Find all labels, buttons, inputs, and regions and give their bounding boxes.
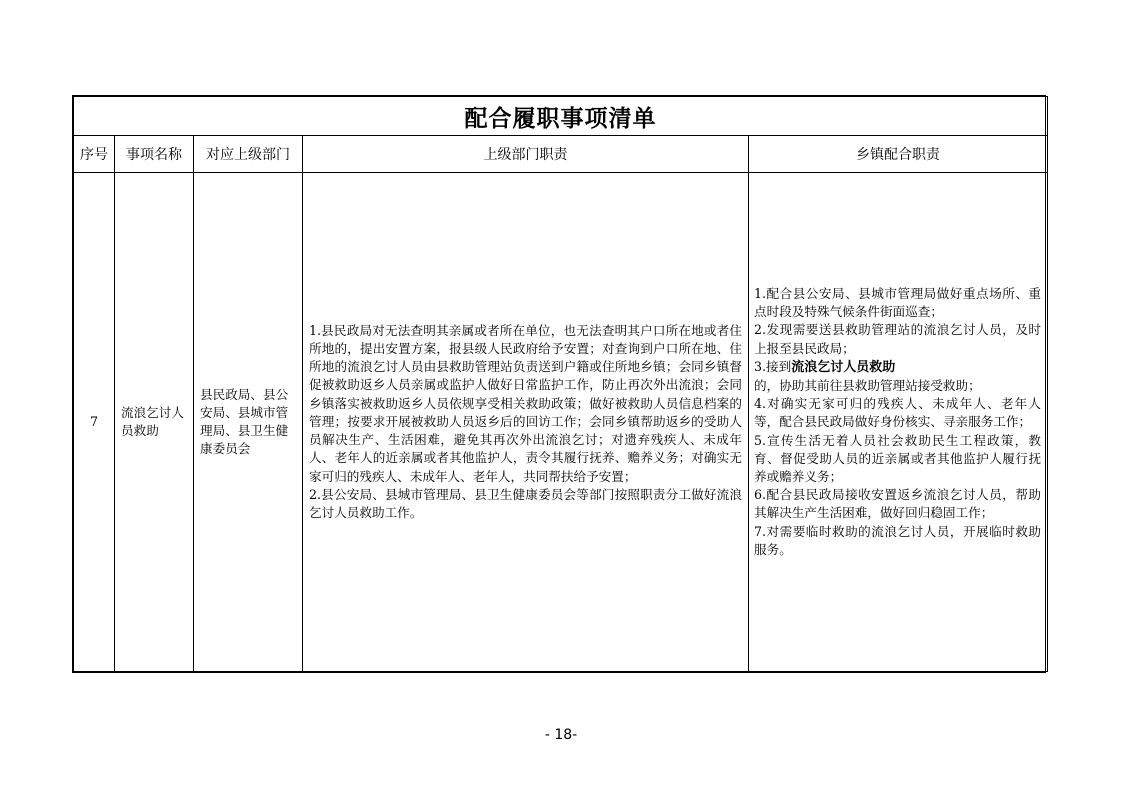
duty-table [73,96,1048,672]
document-title: 配合履职事项清单 [74,97,1048,136]
header-superior-dept: 对应上级部门 [194,136,303,173]
township-duty-item-6: 6.配合县民政局接收安置返乡流浪乞讨人员，帮助其解决生产生活困难，做好回归稳固工作； [754,487,1042,521]
township-duty-item-3-suffix: 的，协助其前往县救助管理站接受救助； [754,377,981,393]
cell-superior-duty [303,173,749,672]
superior-duty-item-1: 1.县民政局对无法查明其亲属或者所在单位，也无法查明其户口所在地或者住所地的，提出安置方案，报县级人民政府给予安置；对查询到户口所在地、住所地的流浪乞讨人员由县救助管理站负责送到户籍或住所地乡镇；会同乡镇督促被救助返乡人员亲属或监护人做好日常监护工作，防止再次外出流浪；会同乡镇落实被救助返乡人员依规享受相关救助政策；做好被救助人员信息档案的管理；按要求开展被救助人员返乡后的回访工作；会同乡镇帮助返乡的受助人员解决生产、生活困难，避免其再次外出流浪乞讨；对遗弃残疾人、未成年人、老年人的近亲属或者其他监护人，责令其履行抚养、赡养义务；对确实无家可归的残疾人、未成年人、老年人，共同帮扶给予安置； [309,322,742,484]
duty-table-frame [72,95,1046,673]
township-duty-item-3-prefix: 3.接到 [754,358,792,374]
superior-duty-item-2: 2.县公安局、县城市管理局、县卫生健康委员会等部门按照职责分工做好流浪乞讨人员救助工作。 [309,486,742,520]
header-township-duty: 乡镇配合职责 [749,136,1048,173]
page-number: - 18- [544,727,578,743]
header-superior-duty: 上级部门职责 [303,136,749,173]
cell-item-name: 流浪乞讨人员救助 [115,173,194,672]
township-duty-item-7: 7.对需要临时救助的流浪乞讨人员，开展临时救助服务。 [754,523,1042,557]
cell-superior-dept: 县民政局、县公安局、县城市管理局、县卫生健康委员会 [194,173,303,672]
header-seq: 序号 [74,136,115,173]
township-duty-item-3-emphasis: 流浪乞讨人员救助 [791,359,896,375]
township-duty-item-4: 4.对确实无家可归的残疾人、未成年人、老年人等，配合县民政局做好身份核实、寻亲服务工作； [754,396,1042,430]
township-duty-item-3 [754,358,1041,395]
township-duty-item-2: 2.发现需要送县救助管理站的流浪乞讨人员，及时上报至县民政局； [754,322,1042,356]
cell-township-duty [749,173,1048,672]
cell-seq: 7 [74,173,115,672]
township-duty-item-1: 1.配合县公安局、县城市管理局做好重点场所、重点时段及特殊气候条件街面巡查； [754,285,1042,320]
table-row [74,173,1048,672]
header-item-name: 事项名称 [115,136,194,173]
township-duty-item-5: 5.宣传生活无着人员社会救助民生工程政策，教育、督促受助人员的近亲属或者其他监护人履行抚养或赡养义务； [754,432,1042,484]
